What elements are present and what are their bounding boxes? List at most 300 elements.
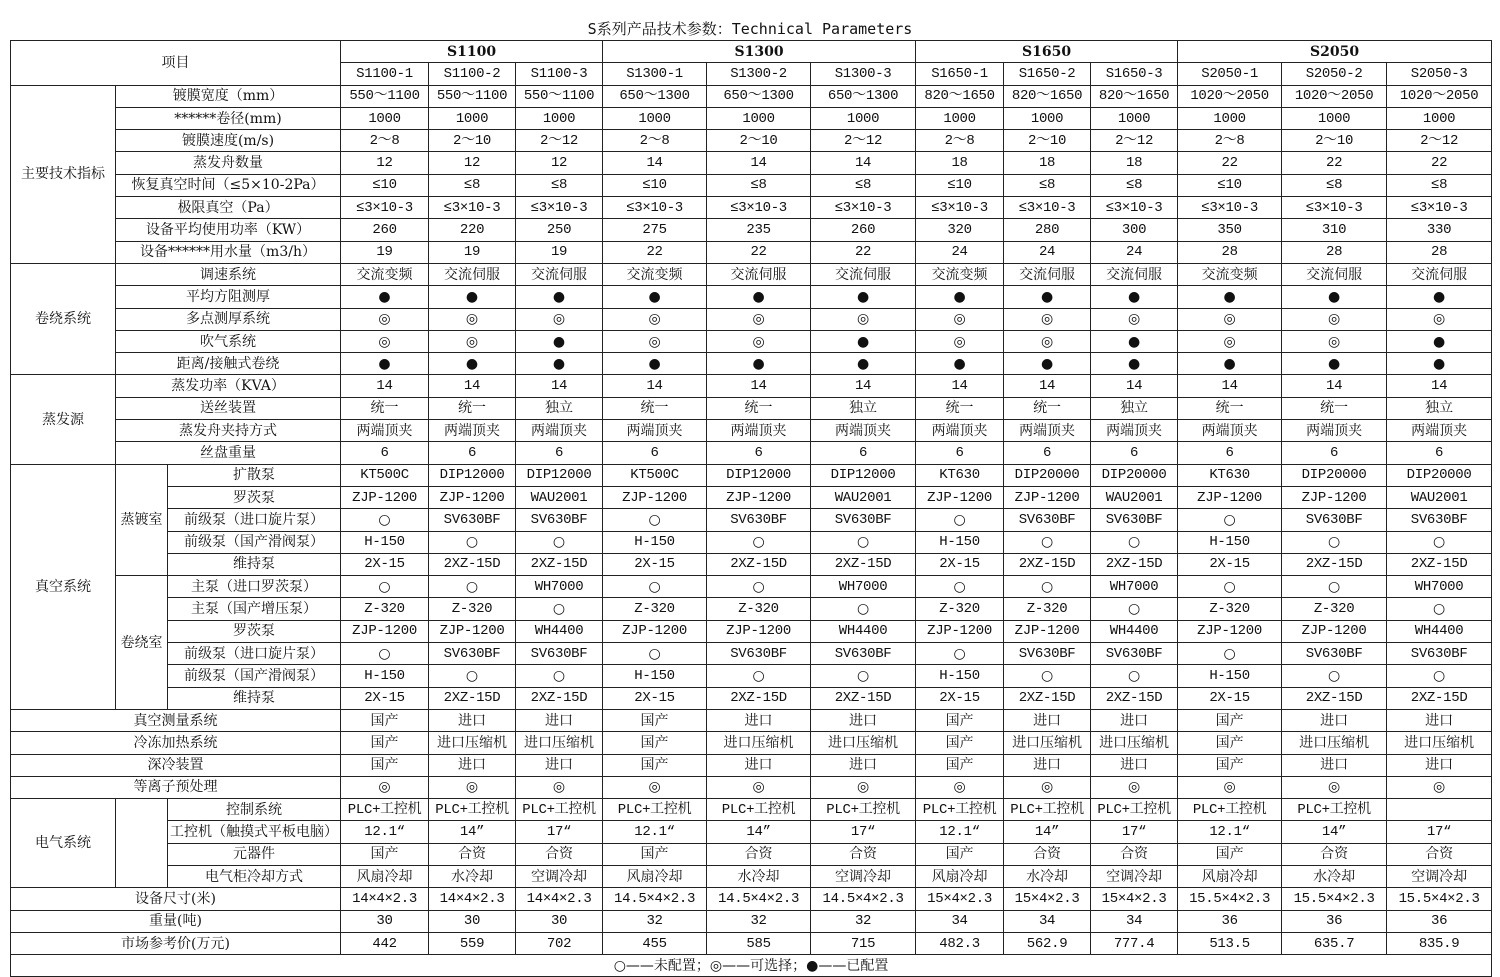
value-cell: 国产 xyxy=(603,754,707,776)
value-cell: SV630BF xyxy=(1091,509,1178,531)
value-cell: 2XZ-15D xyxy=(707,553,811,575)
value-cell: 国产 xyxy=(1178,732,1282,754)
table-row xyxy=(11,397,1492,419)
value-cell: DIP12000 xyxy=(429,464,516,486)
series-header-cell: S1100 xyxy=(341,41,603,63)
value-cell: ◎ xyxy=(341,308,429,330)
value-cell: ◎ xyxy=(1178,776,1282,798)
value-cell: 独立 xyxy=(1387,397,1492,419)
group-label-evap: 蒸发源 xyxy=(11,375,116,464)
subgroup-blank xyxy=(116,799,168,888)
value-cell: ≤8 xyxy=(1282,174,1387,196)
value-cell: ◎ xyxy=(516,308,603,330)
value-cell: 24 xyxy=(1004,241,1091,263)
value-cell: PLC+工控机 xyxy=(429,799,516,821)
value-cell: DIP12000 xyxy=(811,464,916,486)
value-cell: 702 xyxy=(516,932,603,954)
row-label: 多点测厚系统 xyxy=(116,308,341,330)
value-cell: 国产 xyxy=(916,709,1004,731)
row-label: 平均方阻测厚 xyxy=(116,286,341,308)
value-cell: ≤8 xyxy=(516,174,603,196)
value-cell: 1000 xyxy=(1178,107,1282,129)
value-cell: 28 xyxy=(1178,241,1282,263)
value-cell: ◎ xyxy=(1387,308,1492,330)
value-cell: WAU2001 xyxy=(811,486,916,508)
value-cell: 19 xyxy=(516,241,603,263)
legend-row xyxy=(11,955,1492,977)
table-row xyxy=(11,665,1492,687)
model-header-cell: S1100-1 xyxy=(341,63,429,85)
value-cell: 统一 xyxy=(429,397,516,419)
model-header-cell: S2050-2 xyxy=(1282,63,1387,85)
value-cell: ≤10 xyxy=(603,174,707,196)
value-cell: 14.5×4×2.3 xyxy=(603,888,707,910)
value-cell: ZJP-1200 xyxy=(603,620,707,642)
value-cell: 22 xyxy=(707,241,811,263)
value-cell: KT630 xyxy=(916,464,1004,486)
value-cell: 275 xyxy=(603,219,707,241)
value-cell: ≤8 xyxy=(707,174,811,196)
value-cell: ○ xyxy=(1091,531,1178,553)
value-cell: 14 xyxy=(429,375,516,397)
value-cell: 进口 xyxy=(516,709,603,731)
value-cell: 6 xyxy=(1004,442,1091,464)
value-cell: 两端顶夹 xyxy=(1387,420,1492,442)
table-title: S系列产品技术参数：Technical Parameters xyxy=(587,20,913,38)
value-cell: 30 xyxy=(341,910,429,932)
row-label: 恢复真空时间（≤5×10-2Pa） xyxy=(116,174,341,196)
value-cell: PLC+工控机 xyxy=(341,799,429,821)
value-cell: 交流伺服 xyxy=(707,263,811,285)
value-cell: 空调冷却 xyxy=(1091,865,1178,887)
value-cell: 18 xyxy=(1004,152,1091,174)
value-cell: ZJP-1200 xyxy=(1178,620,1282,642)
value-cell: 250 xyxy=(516,219,603,241)
value-cell: 水冷却 xyxy=(707,865,811,887)
row-label: 前级泵（国产滑阀泵） xyxy=(168,665,341,687)
value-cell: 18 xyxy=(916,152,1004,174)
value-cell: 进口 xyxy=(516,754,603,776)
value-cell: 15×4×2.3 xyxy=(916,888,1004,910)
table-row xyxy=(11,531,1492,553)
value-cell: ≤8 xyxy=(1091,174,1178,196)
value-cell: 1000 xyxy=(916,107,1004,129)
value-cell: 合资 xyxy=(516,843,603,865)
value-cell: 两端顶夹 xyxy=(1282,420,1387,442)
row-label: 元器件 xyxy=(168,843,341,865)
value-cell: 2XZ-15D xyxy=(1091,553,1178,575)
value-cell: 2X-15 xyxy=(1178,687,1282,709)
value-cell: 国产 xyxy=(1178,754,1282,776)
value-cell: 国产 xyxy=(916,754,1004,776)
value-cell: SV630BF xyxy=(516,643,603,665)
value-cell: 合资 xyxy=(811,843,916,865)
row-label: 前级泵（国产滑阀泵） xyxy=(168,531,341,553)
value-cell: 550～1100 xyxy=(429,85,516,107)
value-cell: 进口 xyxy=(1004,709,1091,731)
model-header-cell: S1100-2 xyxy=(429,63,516,85)
value-cell: 水冷却 xyxy=(429,865,516,887)
table-row xyxy=(11,219,1492,241)
value-cell: 合资 xyxy=(429,843,516,865)
value-cell: 2XZ-15D xyxy=(707,687,811,709)
value-cell: SV630BF xyxy=(811,643,916,665)
value-cell: 14.5×4×2.3 xyxy=(811,888,916,910)
value-cell: 22 xyxy=(811,241,916,263)
value-cell: ○ xyxy=(1387,665,1492,687)
value-cell: 650～1300 xyxy=(707,85,811,107)
value-cell: ◎ xyxy=(603,308,707,330)
value-cell: 进口压缩机 xyxy=(1282,732,1387,754)
value-cell: 17“ xyxy=(1091,821,1178,843)
value-cell: SV630BF xyxy=(1004,509,1091,531)
value-cell: ≤3×10-3 xyxy=(603,197,707,219)
value-cell: 进口 xyxy=(429,709,516,731)
value-cell: 统一 xyxy=(707,397,811,419)
value-cell: ≤3×10-3 xyxy=(916,197,1004,219)
row-label: 冷冻加热系统 xyxy=(11,732,341,754)
value-cell: 34 xyxy=(916,910,1004,932)
value-cell: 合资 xyxy=(1387,843,1492,865)
table-row xyxy=(11,174,1492,196)
value-cell: ZJP-1200 xyxy=(1282,486,1387,508)
value-cell: ◎ xyxy=(1387,776,1492,798)
value-cell: ZJP-1200 xyxy=(916,620,1004,642)
value-cell: 6 xyxy=(603,442,707,464)
value-cell: 17“ xyxy=(811,821,916,843)
value-cell: ● xyxy=(1282,353,1387,375)
header-row-series xyxy=(11,41,1492,63)
value-cell: 6 xyxy=(811,442,916,464)
value-cell: 国产 xyxy=(1178,709,1282,731)
value-cell: 合资 xyxy=(1282,843,1387,865)
row-label: 蒸发功率（KVA） xyxy=(116,375,341,397)
row-label: 镀膜速度(m/s) xyxy=(116,130,341,152)
row-label: 蒸发舟夹持方式 xyxy=(116,420,341,442)
value-cell: 合资 xyxy=(1091,843,1178,865)
value-cell: ○ xyxy=(1282,531,1387,553)
table-row xyxy=(11,910,1492,932)
value-cell: 650～1300 xyxy=(603,85,707,107)
value-cell: ○ xyxy=(1004,576,1091,598)
value-cell: PLC+工控机 xyxy=(811,799,916,821)
table-row xyxy=(11,420,1492,442)
value-cell: 2X-15 xyxy=(341,553,429,575)
value-cell: ○ xyxy=(707,576,811,598)
value-cell: 独立 xyxy=(1091,397,1178,419)
value-cell: DIP20000 xyxy=(1282,464,1387,486)
value-cell: ● xyxy=(1282,286,1387,308)
value-cell: 合资 xyxy=(707,843,811,865)
value-cell: ● xyxy=(516,353,603,375)
table-row xyxy=(11,197,1492,219)
value-cell: 260 xyxy=(811,219,916,241)
value-cell: ◎ xyxy=(341,330,429,352)
value-cell: 1000 xyxy=(707,107,811,129)
value-cell: ○ xyxy=(916,576,1004,598)
table-row xyxy=(11,286,1492,308)
row-label: 前级泵（进口旋片泵） xyxy=(168,643,341,665)
value-cell: 进口压缩机 xyxy=(1004,732,1091,754)
value-cell: ● xyxy=(707,286,811,308)
value-cell: Z-320 xyxy=(707,598,811,620)
value-cell: 14 xyxy=(1178,375,1282,397)
row-label: 吹气系统 xyxy=(116,330,341,352)
value-cell: 2～8 xyxy=(916,130,1004,152)
table-row xyxy=(11,85,1492,107)
value-cell: DIP20000 xyxy=(1004,464,1091,486)
value-cell: 14 xyxy=(1091,375,1178,397)
value-cell: 32 xyxy=(707,910,811,932)
value-cell: PLC+工控机 xyxy=(1282,799,1387,821)
value-cell: H-150 xyxy=(916,531,1004,553)
value-cell: ● xyxy=(1387,353,1492,375)
value-cell: 14 xyxy=(1282,375,1387,397)
value-cell: ◎ xyxy=(707,776,811,798)
value-cell: 1000 xyxy=(603,107,707,129)
value-cell: 12.1“ xyxy=(916,821,1004,843)
value-cell: 14 xyxy=(916,375,1004,397)
value-cell: 交流伺服 xyxy=(811,263,916,285)
value-cell: 635.7 xyxy=(1282,932,1387,954)
value-cell: 350 xyxy=(1178,219,1282,241)
value-cell: 12.1“ xyxy=(1178,821,1282,843)
value-cell: ◎ xyxy=(1178,330,1282,352)
value-cell: 14 xyxy=(516,375,603,397)
value-cell: ○ xyxy=(1282,576,1387,598)
value-cell: ≤10 xyxy=(341,174,429,196)
value-cell: 独立 xyxy=(516,397,603,419)
table-row xyxy=(11,553,1492,575)
value-cell: ≤3×10-3 xyxy=(1387,197,1492,219)
value-cell: 国产 xyxy=(341,754,429,776)
value-cell: SV630BF xyxy=(1004,643,1091,665)
value-cell: 17“ xyxy=(516,821,603,843)
value-cell: DIP20000 xyxy=(1387,464,1492,486)
value-cell: 统一 xyxy=(603,397,707,419)
row-label: 罗茨泵 xyxy=(168,620,341,642)
value-cell: 国产 xyxy=(603,732,707,754)
value-cell: 14 xyxy=(707,152,811,174)
value-cell: 14” xyxy=(1004,821,1091,843)
value-cell: ≤8 xyxy=(429,174,516,196)
row-label: 电气柜冷却方式 xyxy=(168,865,341,887)
value-cell: 12 xyxy=(341,152,429,174)
value-cell: ◎ xyxy=(429,308,516,330)
value-cell: 2X-15 xyxy=(916,553,1004,575)
value-cell: ● xyxy=(1178,353,1282,375)
value-cell: 15×4×2.3 xyxy=(1091,888,1178,910)
table-row xyxy=(11,375,1492,397)
value-cell: ○ xyxy=(1178,509,1282,531)
value-cell: 统一 xyxy=(916,397,1004,419)
value-cell: 24 xyxy=(1091,241,1178,263)
value-cell: 交流伺服 xyxy=(1387,263,1492,285)
value-cell: 22 xyxy=(1178,152,1282,174)
table-row xyxy=(11,620,1492,642)
value-cell: 12.1“ xyxy=(341,821,429,843)
value-cell: 36 xyxy=(1178,910,1282,932)
value-cell: KT500C xyxy=(603,464,707,486)
row-label: 控制系统 xyxy=(168,799,341,821)
value-cell: 交流伺服 xyxy=(1282,263,1387,285)
model-header-cell: S2050-1 xyxy=(1178,63,1282,85)
value-cell: ○ xyxy=(1091,665,1178,687)
value-cell: 1000 xyxy=(516,107,603,129)
value-cell: 两端顶夹 xyxy=(707,420,811,442)
value-cell: Z-320 xyxy=(341,598,429,620)
row-label: 市场参考价(万元) xyxy=(11,932,341,954)
value-cell: 28 xyxy=(1387,241,1492,263)
row-label: 等离子预处理 xyxy=(11,776,341,798)
value-cell: 260 xyxy=(341,219,429,241)
value-cell: ≤3×10-3 xyxy=(811,197,916,219)
value-cell: 合资 xyxy=(1004,843,1091,865)
row-label: 扩散泵 xyxy=(168,464,341,486)
value-cell: 562.9 xyxy=(1004,932,1091,954)
value-cell: Z-320 xyxy=(1004,598,1091,620)
value-cell: ○ xyxy=(1387,531,1492,553)
value-cell: 835.9 xyxy=(1387,932,1492,954)
row-label: 极限真空（Pa） xyxy=(116,197,341,219)
value-cell: 19 xyxy=(429,241,516,263)
table-row xyxy=(11,263,1492,285)
value-cell: ≤3×10-3 xyxy=(1282,197,1387,219)
value-cell: WH4400 xyxy=(811,620,916,642)
value-cell: ○ xyxy=(1387,598,1492,620)
value-cell: 两端顶夹 xyxy=(811,420,916,442)
value-cell: WH4400 xyxy=(516,620,603,642)
value-cell: ○ xyxy=(516,598,603,620)
value-cell: 1020～2050 xyxy=(1387,85,1492,107)
value-cell: ◎ xyxy=(707,308,811,330)
value-cell: H-150 xyxy=(603,531,707,553)
value-cell: SV630BF xyxy=(707,643,811,665)
value-cell: ● xyxy=(916,286,1004,308)
value-cell: 2XZ-15D xyxy=(429,553,516,575)
table-row xyxy=(11,799,1492,821)
value-cell: ● xyxy=(1387,330,1492,352)
value-cell: 进口 xyxy=(1004,754,1091,776)
value-cell: 独立 xyxy=(811,397,916,419)
row-label: 维持泵 xyxy=(168,553,341,575)
value-cell: 2～8 xyxy=(1178,130,1282,152)
value-cell: 两端顶夹 xyxy=(1004,420,1091,442)
value-cell: 进口 xyxy=(1387,754,1492,776)
value-cell: 24 xyxy=(916,241,1004,263)
value-cell: 442 xyxy=(341,932,429,954)
value-cell: ○ xyxy=(1282,665,1387,687)
value-cell: DIP12000 xyxy=(516,464,603,486)
value-cell: 32 xyxy=(811,910,916,932)
value-cell: SV630BF xyxy=(1282,643,1387,665)
series-header-cell: S1300 xyxy=(603,41,916,63)
value-cell: ZJP-1200 xyxy=(341,620,429,642)
value-cell: ◎ xyxy=(1004,308,1091,330)
value-cell: ◎ xyxy=(1282,330,1387,352)
value-cell: ◎ xyxy=(429,330,516,352)
value-cell: 30 xyxy=(429,910,516,932)
table-row xyxy=(11,442,1492,464)
value-cell: H-150 xyxy=(1178,531,1282,553)
value-cell: ◎ xyxy=(341,776,429,798)
model-header-cell: S1650-1 xyxy=(916,63,1004,85)
value-cell: ◎ xyxy=(1004,776,1091,798)
value-cell: ● xyxy=(516,330,603,352)
model-header-cell: S1300-2 xyxy=(707,63,811,85)
table-row xyxy=(11,107,1492,129)
value-cell: ◎ xyxy=(516,776,603,798)
table-row xyxy=(11,576,1492,598)
value-cell: 进口 xyxy=(429,754,516,776)
value-cell: 18 xyxy=(1091,152,1178,174)
value-cell: ○ xyxy=(341,576,429,598)
value-cell: 2XZ-15D xyxy=(1004,553,1091,575)
value-cell: ◎ xyxy=(916,776,1004,798)
value-cell: 2～12 xyxy=(811,130,916,152)
value-cell: 14×4×2.3 xyxy=(429,888,516,910)
value-cell: ZJP-1200 xyxy=(1004,620,1091,642)
value-cell: 国产 xyxy=(1178,843,1282,865)
row-label: 前级泵（进口旋片泵） xyxy=(168,509,341,531)
value-cell: 2XZ-15D xyxy=(1004,687,1091,709)
value-cell: 国产 xyxy=(341,843,429,865)
value-cell: 34 xyxy=(1091,910,1178,932)
value-cell: ◎ xyxy=(707,330,811,352)
value-cell: 两端顶夹 xyxy=(603,420,707,442)
value-cell: 34 xyxy=(1004,910,1091,932)
value-cell: 2～12 xyxy=(1387,130,1492,152)
value-cell: ≤3×10-3 xyxy=(341,197,429,219)
value-cell: 进口 xyxy=(1282,709,1387,731)
value-cell xyxy=(1387,799,1492,821)
value-cell: 两端顶夹 xyxy=(916,420,1004,442)
value-cell: 两端顶夹 xyxy=(341,420,429,442)
row-label: ******卷径(mm) xyxy=(116,107,341,129)
value-cell: H-150 xyxy=(603,665,707,687)
value-cell: ○ xyxy=(811,598,916,620)
value-cell: 1000 xyxy=(1004,107,1091,129)
value-cell: 1000 xyxy=(1091,107,1178,129)
value-cell: ○ xyxy=(603,643,707,665)
value-cell: 14” xyxy=(1282,821,1387,843)
table-row xyxy=(11,821,1492,843)
value-cell: 12.1“ xyxy=(603,821,707,843)
value-cell: ○ xyxy=(341,643,429,665)
value-cell: 2XZ-15D xyxy=(516,553,603,575)
value-cell: 空调冷却 xyxy=(1387,865,1492,887)
value-cell: 14 xyxy=(603,152,707,174)
value-cell: 1000 xyxy=(811,107,916,129)
value-cell: Z-320 xyxy=(429,598,516,620)
model-header-cell: S1100-3 xyxy=(516,63,603,85)
value-cell: ○ xyxy=(1004,531,1091,553)
row-label: 维持泵 xyxy=(168,687,341,709)
row-label: 真空测量系统 xyxy=(11,709,341,731)
table-row xyxy=(11,330,1492,352)
model-header-cell: S2050-3 xyxy=(1387,63,1492,85)
value-cell: 2XZ-15D xyxy=(429,687,516,709)
value-cell: 820～1650 xyxy=(1004,85,1091,107)
value-cell: 统一 xyxy=(1004,397,1091,419)
value-cell: 300 xyxy=(1091,219,1178,241)
value-cell: 14×4×2.3 xyxy=(516,888,603,910)
value-cell: ○ xyxy=(603,509,707,531)
series-header-cell: S2050 xyxy=(1178,41,1492,63)
value-cell: PLC+工控机 xyxy=(1178,799,1282,821)
value-cell: 2XZ-15D xyxy=(811,687,916,709)
value-cell: ◎ xyxy=(1282,776,1387,798)
